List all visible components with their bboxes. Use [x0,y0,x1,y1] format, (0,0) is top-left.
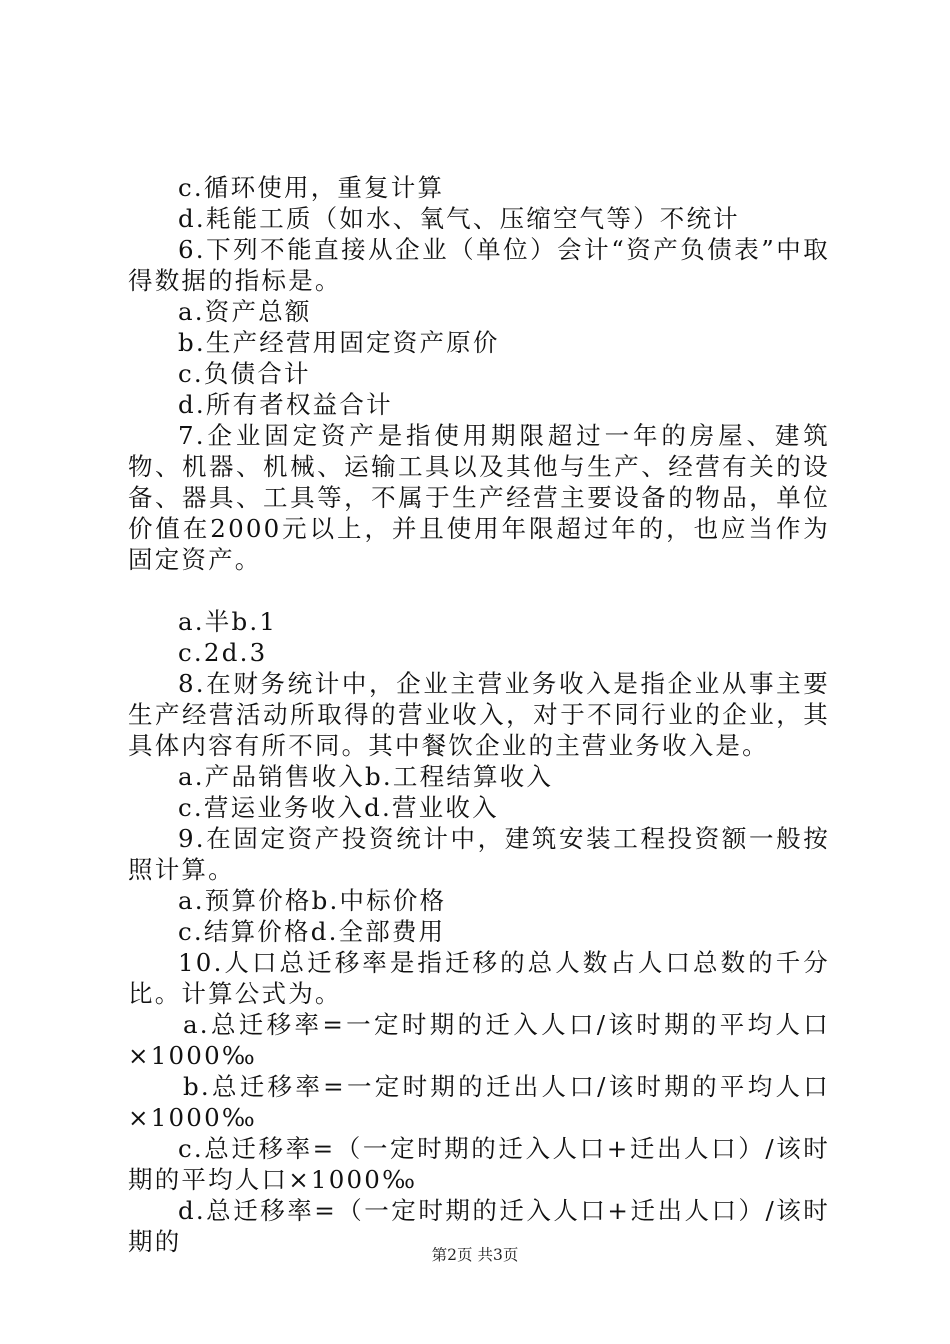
question-9: 9.在固定资产投资统计中，建筑安装工程投资额一般按照计算。 [128,824,830,884]
question-6: 6.下列不能直接从企业（单位）会计“资产负债表”中取得数据的指标是。 [128,235,830,295]
option-d-q6: d.所有者权益合计 [178,390,393,419]
option-d-q10: d.总迁移率=（一定时期的迁入人口+迁出人口）/该时期的 [128,1196,830,1256]
options-cd-q9: c.结算价格d.全部费用 [178,917,446,946]
options-cd-q7: c.2d.3 [178,638,268,667]
question-8: 8.在财务统计中，企业主营业务收入是指企业从事主要生产经营活动所取得的营业收入，对于不同行业的企业，其具体内容有所不同。其中餐饮企业的主营业务收入是。 [128,669,830,760]
options-ab-q9: a.预算价格b.中标价格 [178,886,447,915]
page-footer: 第2页 共3页 [431,1246,519,1264]
option-b-q10: b.总迁移率=一定时期的迁出人口/该时期的平均人口×1000‰ [128,1072,830,1132]
option-c-q5: c.循环使用，重复计算 [178,173,445,202]
option-c-q10: c.总迁移率=（一定时期的迁入人口+迁出人口）/该时期的平均人口×1000‰ [128,1134,830,1194]
options-ab-q7: a.半b.1 [178,607,278,636]
option-a-q6: a.资产总额 [178,297,312,326]
options-ab-q8: a.产品销售收入b.工程结算收入 [178,762,554,791]
option-a-q10: a.总迁移率=一定时期的迁入人口/该时期的平均人口×1000‰ [128,1010,830,1070]
options-cd-q8: c.营运业务收入d.营业收入 [178,793,499,822]
option-c-q6: c.负债合计 [178,359,311,388]
option-b-q6: b.生产经营用固定资产原价 [178,328,500,357]
question-7: 7.企业固定资产是指使用期限超过一年的房屋、建筑物、机器、机械、运输工具以及其他与生产、经营有关的设备、器具、工具等，不属于生产经营主要设备的物品，单位价值在2000元以上，并且使用年限超过年的，也应当作为固定资产。 [128,421,830,574]
option-d-q5: d.耗能工质（如水、氧气、压缩空气等）不统计 [178,204,740,233]
document-body [128,172,830,1257]
question-10: 10.人口总迁移率是指迁移的总人数占人口总数的千分比。计算公式为。 [128,948,830,1008]
